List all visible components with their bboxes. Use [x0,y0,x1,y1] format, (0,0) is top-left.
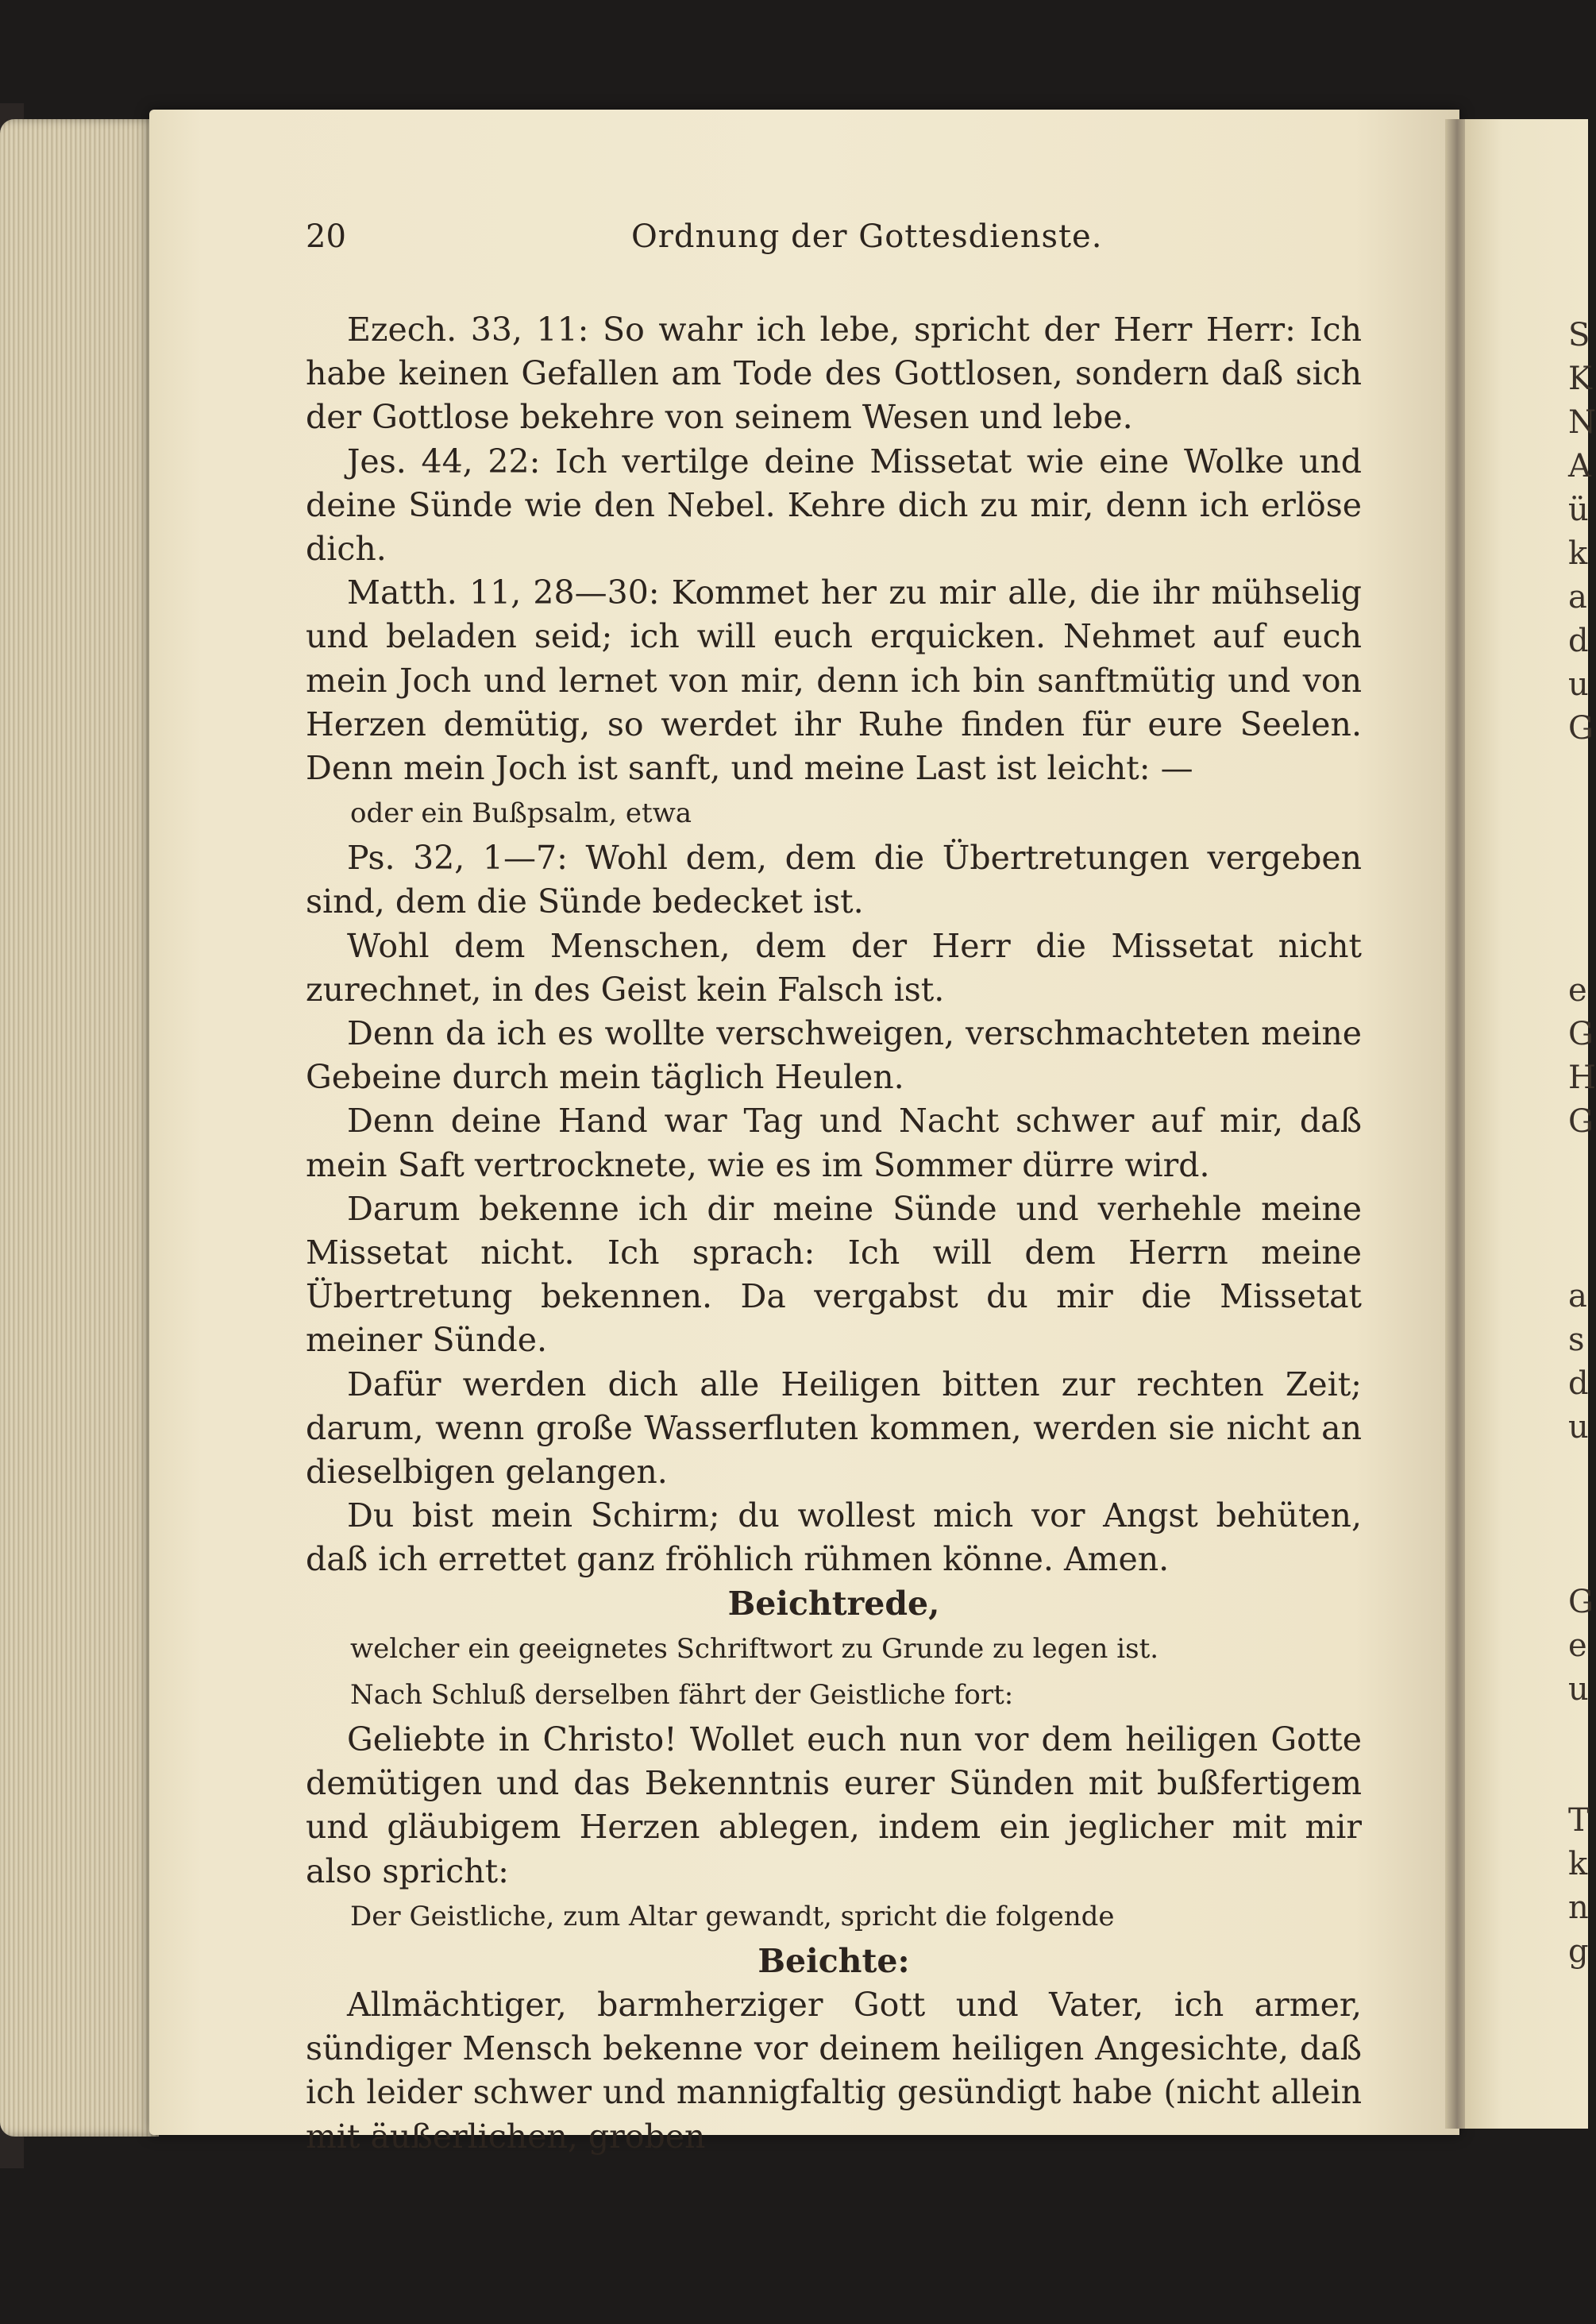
right-page-letter [1568,838,1588,882]
right-page-letter: T [1568,1802,1590,1839]
right-page-letter: d [1568,623,1589,659]
right-page-letter [1568,1144,1588,1187]
right-page-letter [1568,1493,1588,1537]
right-page-letter: k [1568,1846,1588,1882]
right-page-letter: a [1568,1278,1587,1314]
paragraph-ps-4: Denn deine Hand war Tag und Nacht schwer auf mir, daß mein Saft vertrocknete, wie es im Sommer dürre wird. [306,1102,1362,1184]
rubric-geistliche: Der Geistliche, zum Altar gewandt, spricht die folgende [350,1900,1115,1932]
paragraph-ezech: Ezech. 33, 11: So wahr ich lebe, spricht der Herr Herr: Ich habe keinen Gefallen am Tode des Gottlosen, sondern daß sich der Gottlose bekehre von seinem Wesen und lebe. [306,311,1362,437]
right-page-letter: H [1568,1060,1596,1096]
right-page-letter: K [1568,361,1592,397]
running-title: Ordnung der Gottesdienste. [631,218,1103,255]
right-page-letter [1568,1537,1588,1581]
right-page-letter: G [1568,1103,1594,1140]
right-page-letter [1568,1231,1588,1275]
right-page-letter: S [1568,317,1590,353]
page-body [306,308,1362,2159]
right-page-letter: u [1568,666,1589,703]
right-page-letter [1568,882,1588,925]
right-page-letter: a [1568,579,1587,616]
page-number: 20 [306,218,346,255]
right-page-partial-text [1568,314,1596,1974]
right-page-letter: N [1568,404,1596,441]
page-edges [0,119,159,2137]
right-page-letter: G [1568,710,1594,747]
right-page-letter [1568,1187,1588,1231]
paragraph-ps-6: Dafür werden dich alle Heiligen bitten zur rechten Zeit; darum, wenn große Wasserfluten kommen, werden sie nicht an dieselbigen gelangen. [306,1365,1362,1492]
paragraph-geliebte: Geliebte in Christo! Wollet euch nun vor dem heiligen Gotte demütigen und das Bekenntnis eurer Sünden mit bußfertigem und gläubigem Herzen ablegen, indem ein jeglicher mit mir also spricht: [306,1720,1362,1890]
right-page-letter: ü [1568,492,1589,528]
paragraph-ps-1: Ps. 32, 1—7: Wohl dem, dem die Übertretungen vergeben sind, dem die Sünde bedecket ist. [306,839,1362,921]
rubric-nach-schluss: Nach Schluß derselben fährt der Geistliche fort: [350,1678,1014,1711]
rubric-busspsalm: oder ein Bußpsalm, etwa [350,797,692,830]
rubric-schriftwort: welcher ein geeignetes Schriftwort zu Grunde zu legen ist. [350,1632,1159,1665]
heading-beichtrede: Beichtrede, [727,1584,940,1623]
paragraph-allmaechtiger: Allmächtiger, barmherziger Gott und Vater, ich armer, sündiger Mensch bekenne vor deinem heiligen Angesichte, daß ich leider schwer und mannigfaltig gesündigt habe (nicht allein mit äußerlichen, groben [306,1985,1362,2156]
right-page-letter: d [1568,1365,1589,1402]
page-header [306,218,1362,266]
right-page-letter: e [1568,972,1587,1009]
paragraph-matth: Matth. 11, 28—30: Kommet her zu mir alle, die ihr mühselig und beladen seid; ich will euch erquicken. Nehmet auf euch mein Joch und lernet von mir, denn ich bin sanftmütig und von Herzen demütig, so werdet ihr Ruhe finden für eure Seelen. Denn mein Joch ist sanft, und meine Last ist leicht: — [306,573,1362,788]
right-page-letter [1568,925,1588,969]
right-page-letter: n [1568,1890,1589,1926]
right-page-letter: k [1568,535,1588,572]
right-page-letter [1568,1755,1588,1799]
right-page-letter: s [1568,1322,1585,1358]
right-page-letter: G [1568,1016,1594,1052]
right-page-letter: e [1568,1627,1587,1664]
right-page-letter: g [1568,1933,1589,1970]
right-page-letter: u [1568,1671,1589,1708]
paragraph-ps-5: Darum bekenne ich dir meine Sünde und verhehle meine Missetat nicht. Ich sprach: Ich will dem Herrn meine Übertretung bekennen. Da vergabst du mir die Missetat meiner Sünde. [306,1189,1362,1360]
right-page-letter: A [1568,448,1591,484]
right-page-letter [1568,1712,1588,1755]
paragraph-jes: Jes. 44, 22: Ich vertilge deine Missetat wie eine Wolke und deine Sünde wie den Nebel. Kehre dich zu mir, denn ich erlöse dich. [306,442,1362,569]
paragraph-ps-3: Denn da ich es wollte verschweigen, verschmachteten meine Gebeine durch mein täglich Heulen. [306,1014,1362,1097]
right-page-letter [1568,1450,1588,1493]
right-page-letter: G [1568,1584,1594,1620]
right-page-letter [1568,794,1588,838]
right-page-letter: u [1568,1409,1589,1446]
paragraph-ps-2: Wohl dem Menschen, dem der Herr die Missetat nicht zurechnet, in des Geist kein Falsch ist. [306,926,1362,1009]
right-page-letter [1568,751,1588,794]
paragraph-ps-7: Du bist mein Schirm; du wollest mich vor Angst behüten, daß ich errettet ganz fröhlich rühmen könne. Amen. [306,1496,1362,1579]
heading-beichte: Beichte: [758,1941,910,1980]
